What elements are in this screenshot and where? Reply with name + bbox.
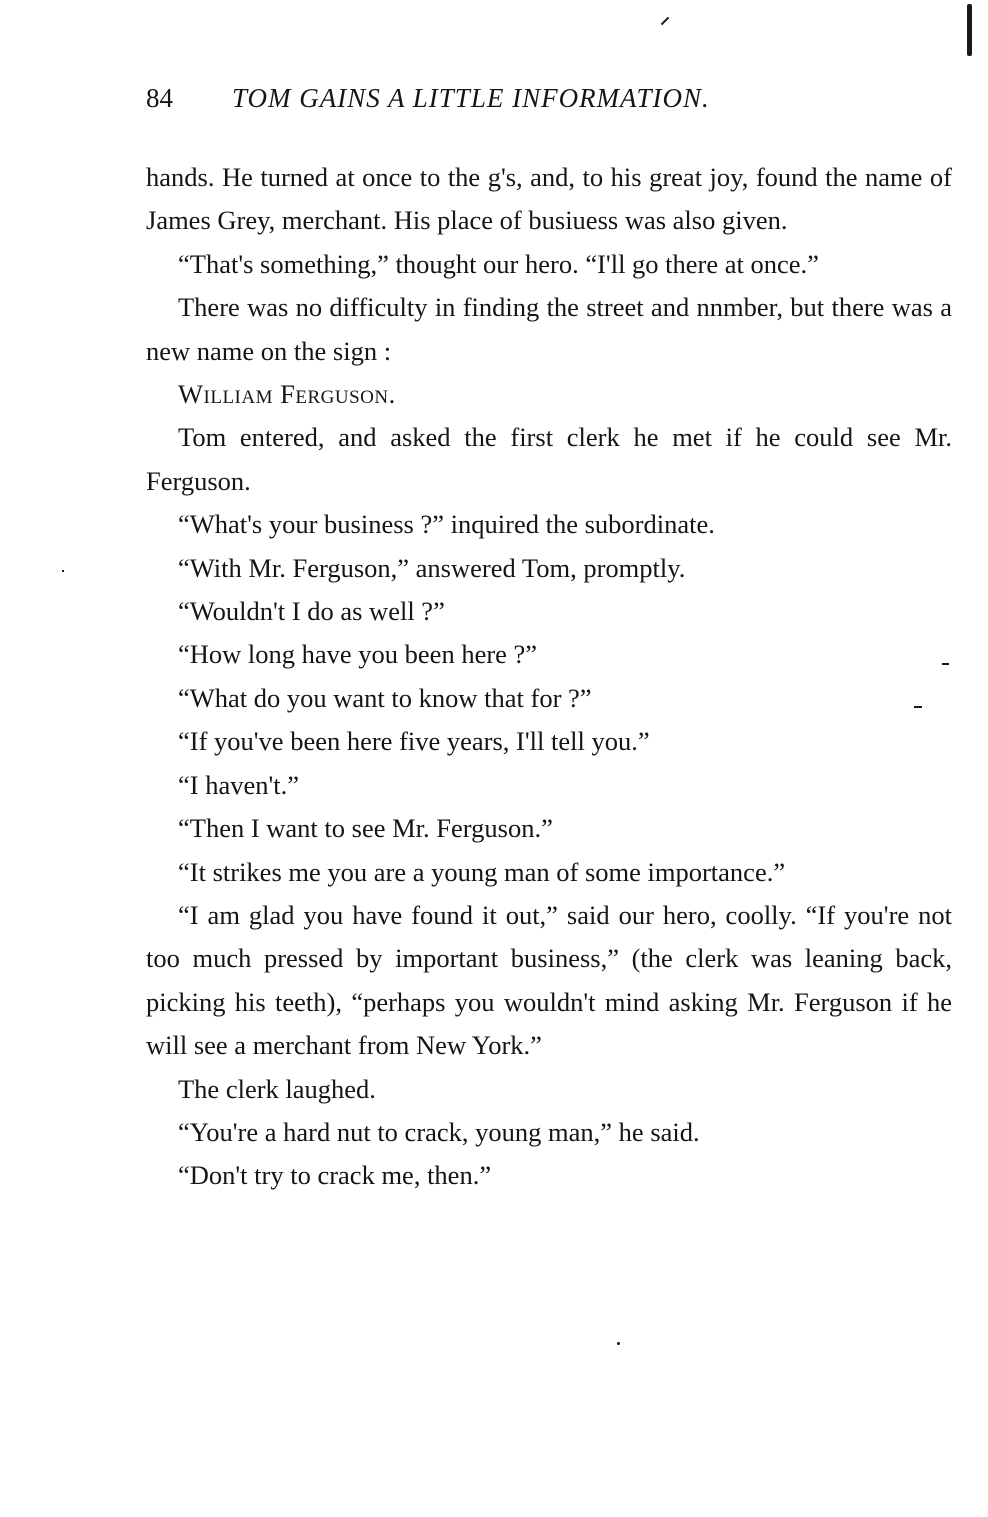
dialogue-line: “Then I want to see Mr. Ferguson.” [178,813,553,844]
paragraph: Tom entered, and asked the first clerk he met if he could see Mr. Ferguson. [146,422,952,496]
dialogue-line: “What do you want to know that for ?” [178,682,592,713]
ink-speck-mark [617,1342,620,1345]
dialogue-line: “If you've been here five years, I'll tell you.” [178,726,650,757]
dialogue-line: “How long have you been here ?” [178,639,538,670]
paragraph: “That's something,” thought our hero. “I'll go there at once.” [178,248,819,279]
dialogue-line: “It strikes me you are a young man of some importance.” [178,856,786,887]
sign-name: William Ferguson. [178,379,396,410]
page-number: 84 [146,83,173,113]
running-header [146,78,866,118]
dialogue-line: “Wouldn't I do as well ?” [178,596,445,627]
paragraph: There was no difficulty in finding the street and nnmber, but there was a new name on the sign : [146,292,952,366]
dialogue-line: “What's your business ?” inquired the subordinate. [178,509,715,540]
running-title: TOM GAINS A LITTLE INFORMATION. [232,83,710,113]
dialogue-line: “Don't try to crack me, then.” [178,1160,492,1191]
dialogue-line: “You're a hard nut to crack, young man,” he said. [178,1116,700,1147]
dialogue-line: “I haven't.” [178,769,300,800]
page-edge-mark [967,4,972,56]
paragraph: hands. He turned at once to the g's, and, to his great joy, found the name of James Grey, merchant. His place of busiuess was also given. [146,162,952,236]
body-text [146,156,952,1198]
paragraph: “I am glad you have found it out,” said our hero, coolly. “If you're not too much pressed by important business,” (the clerk was leaning back, picking his teeth), “perhaps you wouldn't mind asking Mr. Ferguson if he will see a merchant from New York.” [146,899,952,1061]
ink-dot-mark [62,570,64,572]
ink-tick-mark [661,17,669,25]
paragraph: The clerk laughed. [178,1073,376,1104]
dialogue-line: “With Mr. Ferguson,” answered Tom, promptly. [178,552,686,583]
